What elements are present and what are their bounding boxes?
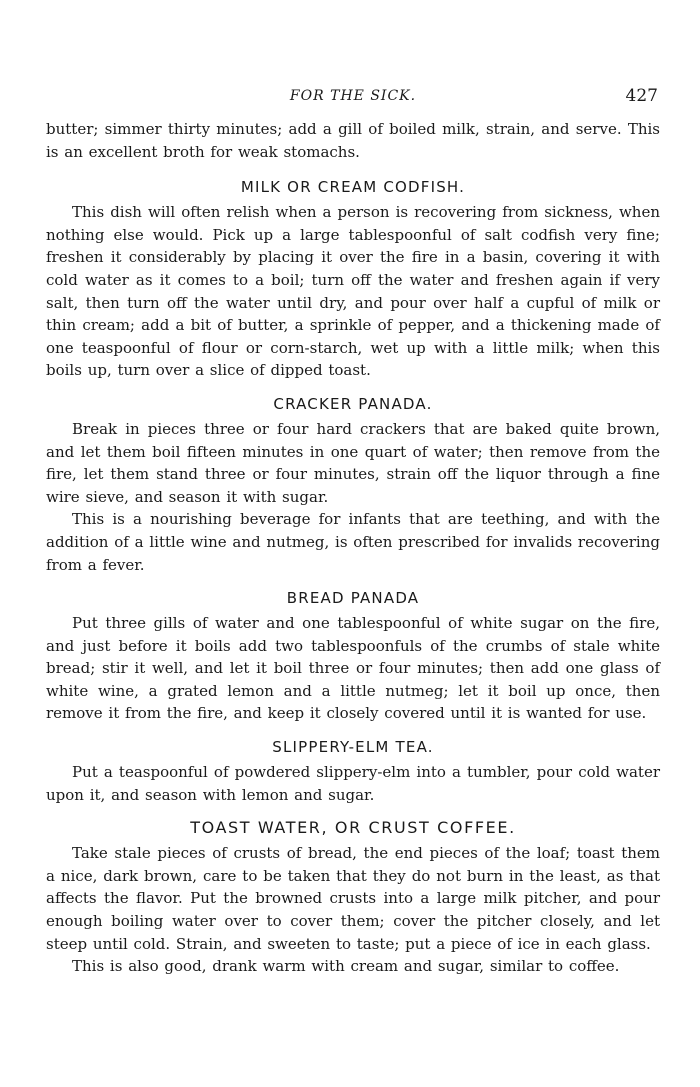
- paragraph: Take stale pieces of crusts of bread, the end pieces of the loaf; toast them a nice, dark brown, care to be taken that they do not burn in the least, as that affects the flavor. Put the browned crusts into a large milk pitcher, and pour enough boiling water over to cover them; cover the pitcher closely, and let steep until cold. Strain, and sweeten to taste; put a piece of ice in each glass.: [46, 844, 660, 953]
- recipe-milk-or-cream-codfish: [46, 177, 660, 382]
- page-header: [46, 88, 660, 118]
- recipe-toast-water: [46, 818, 660, 978]
- paragraph: This dish will often relish when a person is recovering from sickness, when nothing else would. Pick up a large tablespoonful of salt codfish very fine; freshen it considerably by placing it over the fire in a basin, covering it with cold water as it comes to a boil; turn off the water and freshen again if very salt, then turn off the water until dry, and pour over half a cupful of milk or thin cream; add a bit of butter, a sprinkle of pepper, and a thickening made of one teaspoonful of flour or corn-starch, wet up with a little milk; when this boils up, turn over a slice of dipped toast.: [46, 203, 660, 380]
- continued-paragraph: butter; simmer thirty minutes; add a gill of boiled milk, strain, and serve. This is an excellent broth for weak stomachs.: [46, 120, 660, 161]
- paragraph: This is a nourishing beverage for infants that are teething, and with the addition of a little wine and nutmeg, is often prescribed for invalids recovering from a fever.: [46, 510, 660, 574]
- paragraph: Break in pieces three or four hard crackers that are baked quite brown, and let them boil fifteen minutes in one quart of water; then remove from the fire, let them stand three or four minutes, strain off the liquor through a fine wire sieve, and season it with sugar.: [46, 419, 660, 506]
- page-number: 427: [625, 86, 658, 106]
- recipe-bread-panada: [46, 588, 660, 725]
- paragraph: Put three gills of water and one tablespoonful of white sugar on the fire, and just before it boils add two tablespoonfuls of the crumbs of stale white bread; stir it well, and let it boil three or four minutes; then add one glass of white wine, a grated lemon and a little nutmeg; let it boil up once, then remove it from the fire, and keep it closely covered until it is wanted for use.: [46, 614, 660, 723]
- section-title: TOAST WATER, OR CRUST COFFEE.: [190, 818, 516, 838]
- section-title: CRACKER PANADA.: [273, 394, 433, 413]
- paragraph: This is also good, drank warm with cream and sugar, similar to coffee.: [72, 957, 620, 976]
- section-title: BREAD PANADA: [286, 589, 420, 608]
- paragraph: Put a teaspoonful of powdered slippery-elm into a tumbler, pour cold water upon it, and season with lemon and sugar.: [46, 763, 660, 804]
- section-title: MILK OR CREAM CODFISH.: [240, 178, 466, 197]
- running-head: FOR THE SICK.: [289, 88, 417, 104]
- section-title: SLIPPERY-ELM TEA.: [272, 738, 434, 757]
- book-page: [46, 88, 660, 978]
- recipe-cracker-panada: [46, 394, 660, 576]
- recipe-slippery-elm-tea: [46, 737, 660, 806]
